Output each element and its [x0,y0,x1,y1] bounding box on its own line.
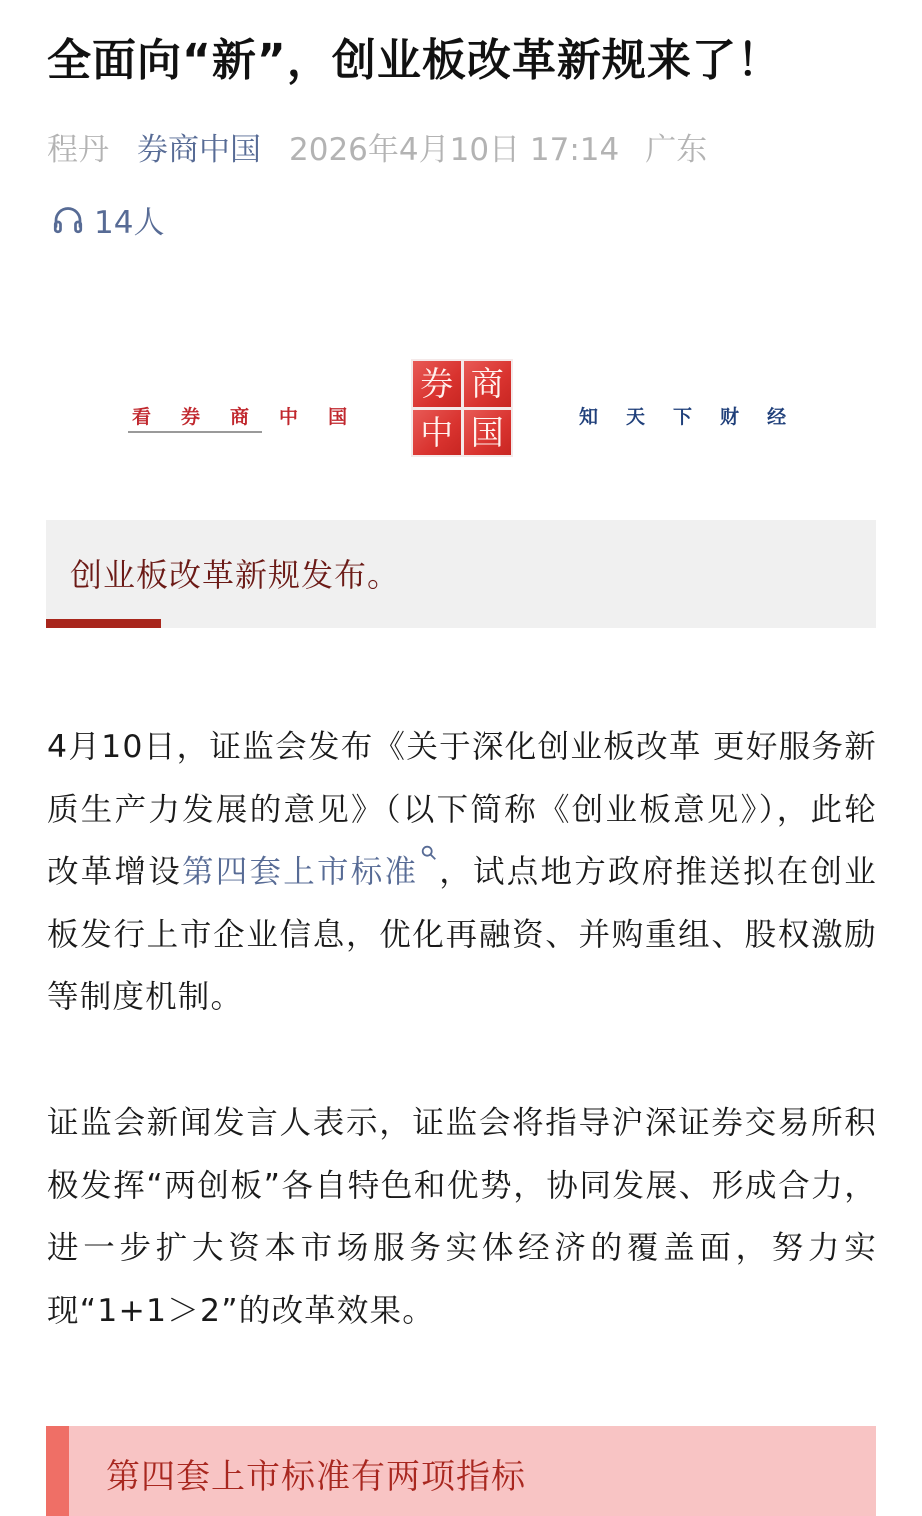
section-summary-heading: 创业板改革新规发布。 [70,556,401,594]
paragraph-2: 证监会新闻发言人表示，证监会将指导沪深证券交易所积极发挥“两创板”各自特色和优势，协同发展、形成合力，进一步扩大资本市场服务实体经济的覆盖面，努力实现“1+1＞2”的改革效果。 [47,1105,877,1329]
section-heading-box [46,1426,876,1516]
section-heading-text: 第四套上市标准有两项指标 [106,1457,526,1497]
section-heading-accent [46,1426,69,1516]
account-name-link[interactable]: 券商中国 [137,132,261,168]
article-title: 全面向“新”，创业板改革新规来了！ [47,35,782,86]
publish-time: 2026年4月10日 17:14 [289,132,620,168]
banner-left-slogan: 看 券 商 中 国 [132,406,348,428]
section-accent-bar [46,619,161,628]
search-icon[interactable] [420,844,438,862]
listen-button[interactable] [50,196,164,242]
author-name: 程丹 [47,132,109,168]
section-summary-box [46,520,876,628]
banner-divider-line [128,431,262,433]
headphones-icon [50,201,86,237]
listen-count: 14人 [94,204,165,241]
banner-right-slogan: 知 天 下 财 经 [579,406,787,428]
brand-banner-image [0,350,922,465]
brand-logo: 券 商 中 国 [411,359,513,457]
article-meta [47,128,707,172]
paragraph-1: 4月10日，证监会发布《关于深化创业板改革 更好服务新质生产力发展的意见》（以下简称《创业板意见》），此轮改革增设第四套上市标准 ，试点地方政府推送拟在创业板发行上市企业信息，优化再融资、并购重组、股权激励等制度机制。 [47,729,877,1015]
ip-region: 广东 [645,132,708,168]
keyword-search-link[interactable]: 第四套上市标准 [182,854,419,890]
